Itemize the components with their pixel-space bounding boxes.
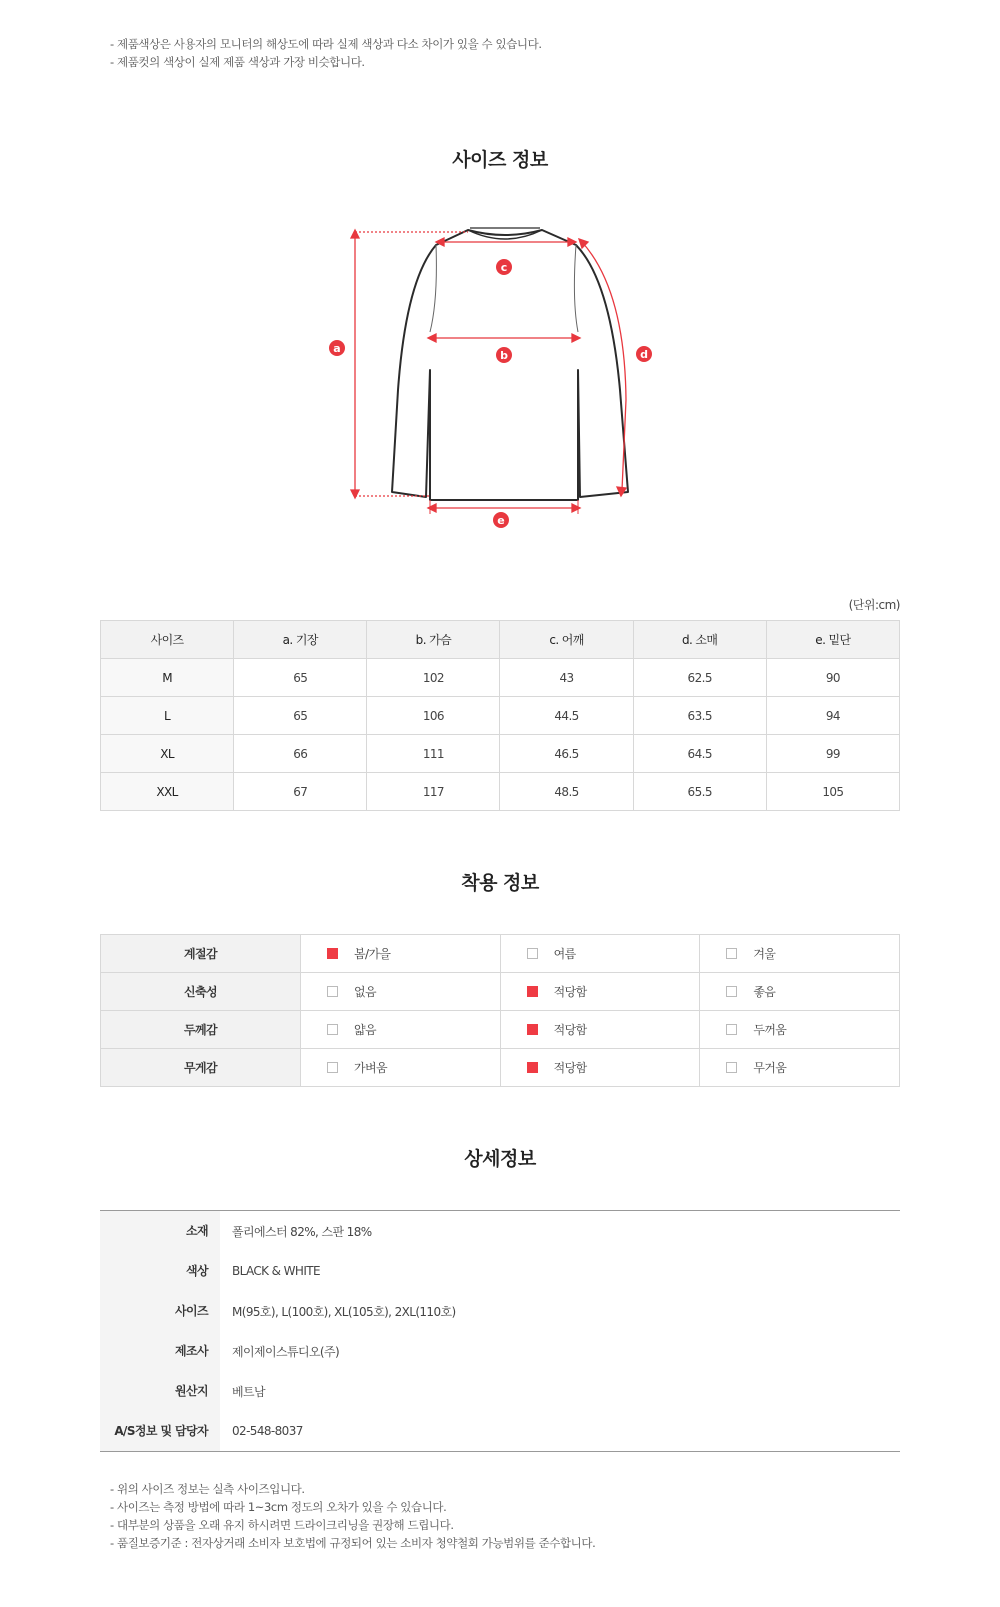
list-item [100,1211,900,1251]
header-cell: a. 기장 [234,621,367,659]
table-cell: 102 [367,659,500,697]
note-line: - 사이즈는 측정 방법에 따라 1~3cm 정도의 오차가 있을 수 있습니다. [110,1500,447,1514]
detail-value: 02-548-8037 [232,1424,303,1438]
list-item [100,1251,900,1291]
checkbox-icon [527,948,538,959]
detail-key: 제조사 [100,1331,220,1371]
table-cell: 117 [367,773,500,811]
option-label: 겨울 [753,947,776,961]
wear-row-label: 무게감 [101,1049,301,1087]
option-label: 봄/가을 [354,947,391,961]
checkbox-icon [726,948,737,959]
option-label: 적당함 [553,985,587,999]
detail-value: 제이제이스튜디오(주) [232,1344,340,1359]
unit-label: (단위:cm) [848,598,900,612]
table-cell: 65.5 [633,773,766,811]
option-label: 없음 [354,985,376,999]
detail-key: 사이즈 [100,1291,220,1331]
checkbox-icon [327,948,338,959]
table-row [101,735,900,773]
option-label: 여름 [553,947,576,961]
wear-option [700,1049,900,1087]
wear-option [301,1049,501,1087]
detail-value: 베트남 [232,1384,265,1399]
header-cell: 사이즈 [101,621,234,659]
wear-option [700,973,900,1011]
table-row [101,773,900,811]
option-label: 두꺼움 [753,1023,787,1037]
table-row [101,697,900,735]
table-row [101,659,900,697]
detail-value: BLACK & WHITE [232,1264,320,1278]
table-cell: 46.5 [500,735,633,773]
list-item [100,1371,900,1411]
wear-option [301,973,501,1011]
size-name: XXL [101,773,234,811]
size-diagram [320,220,690,565]
size-table [100,620,900,811]
checkbox-icon [327,986,338,997]
label-c: c [500,261,508,274]
option-label: 적당함 [553,1023,587,1037]
wear-option [700,1011,900,1049]
detail-table [100,1210,900,1452]
detail-key: A/S정보 및 담당자 [100,1411,220,1451]
checkbox-icon [527,986,538,997]
checkbox-icon [327,1024,338,1035]
checkbox-icon [527,1024,538,1035]
detail-key: 색상 [100,1251,220,1291]
detail-info-title: 상세정보 [464,1148,536,1170]
table-row [101,973,900,1011]
header-cell: e. 밑단 [766,621,899,659]
table-cell: 66 [234,735,367,773]
wear-option [301,1011,501,1049]
list-item [100,1291,900,1331]
table-cell: 64.5 [633,735,766,773]
checkbox-icon [726,986,737,997]
header-cell: b. 가슴 [367,621,500,659]
table-cell: 65 [234,659,367,697]
note-line: - 품질보증기준 : 전자상거래 소비자 보호법에 규정되어 있는 소비자 청약철회 가능범위를 준수합니다. [110,1536,596,1550]
label-d: d [640,348,648,361]
size-table-header [101,621,900,659]
note-line: - 제품컷의 색상이 실제 제품 색상과 가장 비슷합니다. [110,55,365,69]
table-cell: 62.5 [633,659,766,697]
detail-key: 소재 [100,1211,220,1251]
table-cell: 111 [367,735,500,773]
list-item [100,1411,900,1451]
size-name: M [101,659,234,697]
size-name: L [101,697,234,735]
label-a: a [333,342,341,355]
note-line: - 위의 사이즈 정보는 실측 사이즈입니다. [110,1482,305,1496]
option-label: 가벼움 [354,1061,387,1075]
option-label: 무거움 [753,1061,787,1075]
list-item [100,1331,900,1371]
table-row [101,1049,900,1087]
size-name: XL [101,735,234,773]
note-line: - 대부분의 상품을 오래 유지 하시려면 드라이크리닝을 권장해 드립니다. [110,1518,454,1532]
label-b: b [500,349,508,362]
bottom-notes [110,1480,595,1552]
wear-option [500,1011,700,1049]
top-notes [110,35,542,71]
wear-row-label: 두께감 [101,1011,301,1049]
table-cell: 63.5 [633,697,766,735]
detail-value: 폴리에스터 82%, 스판 18% [232,1224,372,1239]
wear-option [301,935,501,973]
size-info-title: 사이즈 정보 [452,149,548,171]
table-cell: 44.5 [500,697,633,735]
wear-info-title: 착용 정보 [461,872,539,894]
option-label: 적당함 [553,1061,587,1075]
table-cell: 106 [367,697,500,735]
checkbox-icon [327,1062,338,1073]
table-cell: 67 [234,773,367,811]
table-row [101,935,900,973]
table-cell: 94 [766,697,899,735]
table-cell: 99 [766,735,899,773]
wear-option [700,935,900,973]
table-cell: 43 [500,659,633,697]
note-line: - 제품색상은 사용자의 모니터의 해상도에 따라 실제 색상과 다소 차이가 있을 수 있습니다. [110,37,542,51]
header-cell: d. 소매 [633,621,766,659]
table-row [101,1011,900,1049]
wear-row-label: 신축성 [101,973,301,1011]
table-cell: 48.5 [500,773,633,811]
wear-table [100,934,900,1087]
option-label: 얇음 [354,1023,376,1037]
detail-value: M(95호), L(100호), XL(105호), 2XL(110호) [232,1304,456,1319]
option-label: 좋음 [753,985,776,999]
wear-row-label: 계절감 [101,935,301,973]
wear-option [500,973,700,1011]
table-cell: 65 [234,697,367,735]
wear-option [500,1049,700,1087]
table-cell: 105 [766,773,899,811]
checkbox-icon [726,1062,737,1073]
wear-option [500,935,700,973]
checkbox-icon [726,1024,737,1035]
header-cell: c. 어깨 [500,621,633,659]
label-e: e [497,514,505,527]
checkbox-icon [527,1062,538,1073]
detail-key: 원산지 [100,1371,220,1411]
table-cell: 90 [766,659,899,697]
